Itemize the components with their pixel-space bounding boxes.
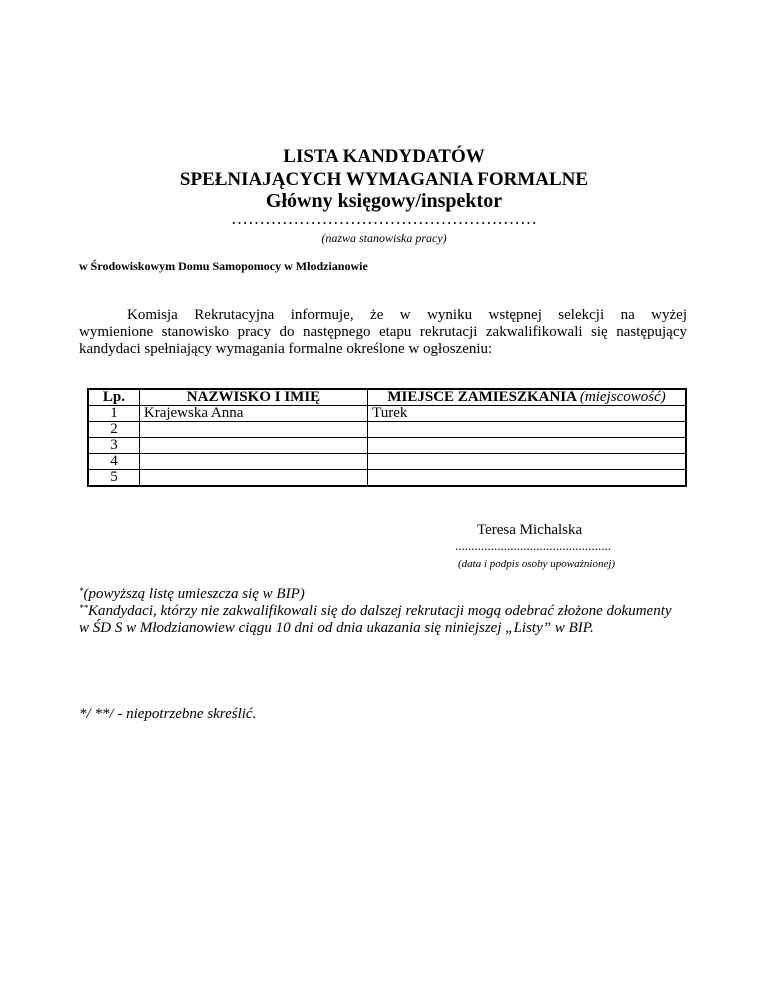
footnote-2	[79, 603, 679, 637]
header-place	[368, 389, 686, 406]
header-place-sub: (miejscowość)	[579, 389, 666, 405]
row-lp: 4	[88, 454, 139, 470]
paragraph-line-1: Komisja Rekrutacyjna informuje, że w wyniku wstępnej selekcji na wyżej	[127, 307, 687, 323]
candidates-table	[87, 388, 687, 487]
row-lp: 5	[88, 470, 139, 487]
signature-note: (data i podpis osoby upoważnionej)	[458, 558, 616, 570]
table-row	[88, 438, 686, 454]
table-header-row	[88, 389, 686, 406]
row-name	[139, 470, 367, 487]
footnote-2-mark: **	[79, 603, 88, 613]
intro-paragraph	[79, 307, 687, 358]
row-name: Krajewska Anna	[139, 406, 367, 422]
row-place: Turek	[368, 406, 686, 422]
footnote-2-text: Kandydaci, którzy nie zakwalifikowali się do dalszej rekrutacji mogą odebrać złożone dokumenty w ŚD S w Młodzianowiew ciągu 10 dni od dnia ukazania się niniejszej „Listy” w BIP.	[79, 603, 672, 636]
table-row	[88, 406, 686, 422]
institution-line: w Środowiskowym Domu Samopomocy w Młodzianowie	[79, 259, 368, 273]
table-row	[88, 470, 686, 487]
row-place	[368, 438, 686, 454]
signatory-name: Teresa Michalska	[477, 522, 583, 538]
position-dotted-line: ………………………………………………	[231, 209, 537, 228]
paragraph-line-3: kandydaci spełniający wymagania formalne określone w ogłoszeniu:	[79, 341, 493, 357]
table-row	[88, 454, 686, 470]
paragraph-line-2: wymienione stanowisko pracy do następnego etapu rekrutacji zakwalifikowali się następujący	[79, 324, 687, 340]
position-note: (nazwa stanowiska pracy)	[321, 231, 447, 245]
title-line-2: SPEŁNIAJĄCYCH WYMAGANIA FORMALNE	[179, 169, 589, 190]
row-place	[368, 422, 686, 438]
footnote-1-text: (powyższą listę umieszcza się w BIP)	[83, 586, 305, 602]
table-row	[88, 422, 686, 438]
header-place-label: MIEJSCE ZAMIESZKANIA	[387, 389, 577, 405]
header-name: NAZWISKO I IMIĘ	[139, 389, 367, 406]
row-name	[139, 438, 367, 454]
footnote-1-mark: *	[79, 586, 84, 596]
row-lp: 3	[88, 438, 139, 454]
row-name	[139, 422, 367, 438]
row-lp: 1	[88, 406, 139, 422]
row-name	[139, 454, 367, 470]
row-lp: 2	[88, 422, 139, 438]
footnote-3: */ **/ - niepotrzebne skreślić.	[79, 706, 257, 722]
signature-dotted-line: ................................................	[455, 538, 611, 553]
position-title: Główny księgowy/inspektor	[265, 190, 503, 212]
row-place	[368, 454, 686, 470]
title-line-1: LISTA KANDYDATÓW	[283, 146, 485, 167]
footnote-1	[79, 586, 679, 603]
row-place	[368, 470, 686, 487]
header-lp: Lp.	[88, 389, 139, 406]
